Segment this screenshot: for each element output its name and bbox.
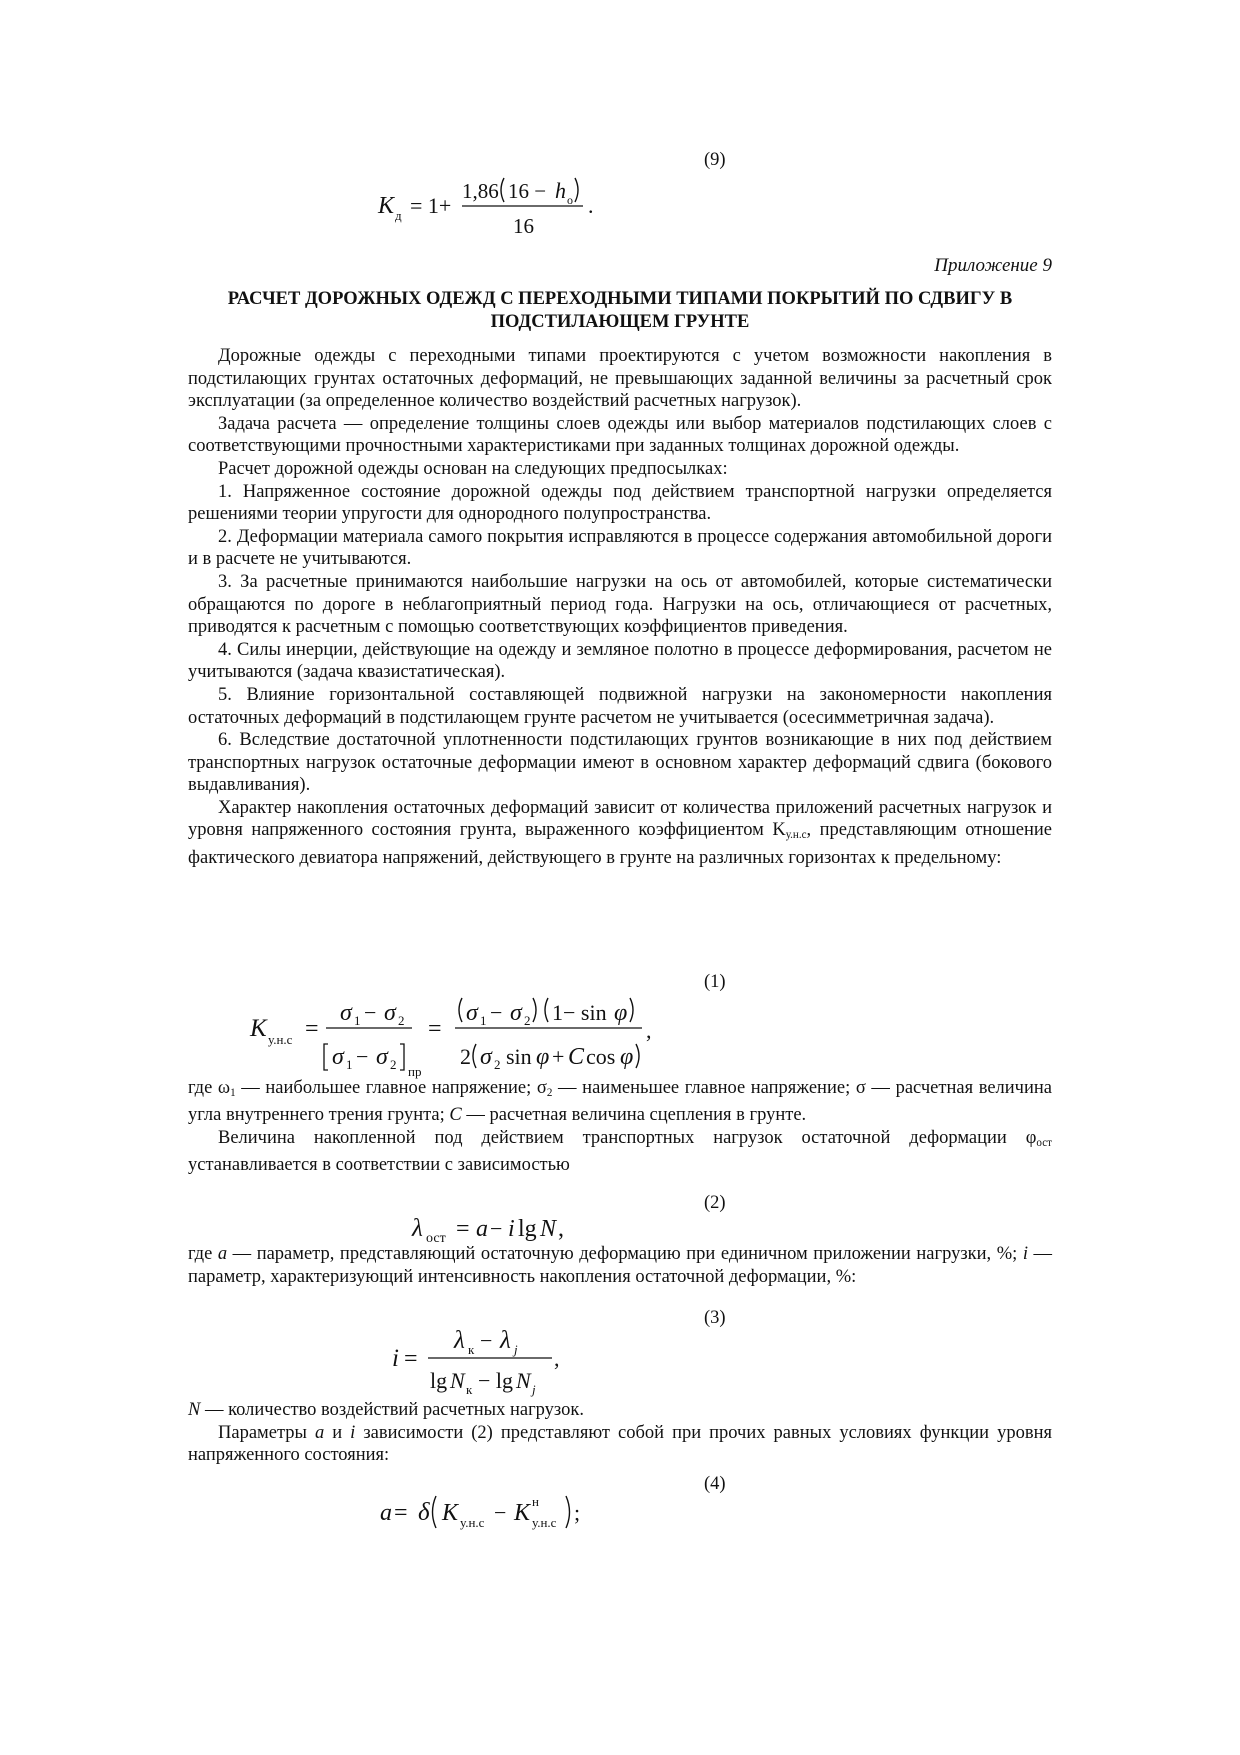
paragraph: Дорожные одежды с переходными типами проектируются с учетом возможности накопления в подстилающих грунтах остаточных деформаций, не превышающих заданной величины за расчетный срок эксплуатации (за определенное количество воздействий расчетных нагрузок). [188,346,1052,412]
svg-text:δ: δ [418,1499,430,1526]
svg-text:1: 1 [480,1013,487,1028]
svg-text:φ: φ [614,1000,628,1026]
svg-text:=: = [404,1346,418,1372]
paragraph: 3. За расчетные принимаются наибольшие нагрузки на ось от автомобилей, которые систематически обращаются по дороге в неблагоприятный период года. Нагрузки на ось, отличающиеся от расчетных, приводятся к расчетным с помощью соответствующих коэффициентов приведения. [188,571,1052,638]
text-run: Параметры [218,1422,315,1443]
n-definition-text [188,1399,1052,1467]
text-run: a [314,1422,325,1443]
svg-text:h: h [555,178,566,203]
paragraph: 2. Деформации материала самого покрытия исправляются в процессе содержания автомобильной дороги и в расчете не учитываются. [188,526,1052,570]
text-run: — наибольшее главное напряжение; σ [235,1078,547,1098]
svg-text:ост: ост [426,1231,446,1246]
svg-text:пр: пр [408,1064,422,1079]
paragraph: Расчет дорожной одежды основан на следующих предпосылках: [218,458,728,479]
appendix-label: Приложение 9 [934,255,1052,276]
svg-text:д: д [395,208,402,223]
svg-text:1,86: 1,86 [462,179,499,203]
svg-text:σ: σ [466,1000,478,1026]
text-run: N [188,1400,201,1420]
text-run: i [350,1422,356,1443]
svg-text:;: ; [574,1500,581,1525]
equation-number-3: (3) [704,1308,726,1328]
svg-text:16: 16 [513,214,534,238]
paragraph [188,1243,1052,1288]
text-run: Характер накопления остаточных деформаций зависит от количества приложений расчетных нагрузок и уровня напряженного состояния грунта, выраженного коэффициентом K [188,797,1052,841]
paragraph: Задача расчета — определение толщины слоев одежды или выбор материалов подстилающих слоев с соответствующими прочностными характеристиками при заданных толщинах дорожной одежды. [188,413,1052,457]
svg-text:2: 2 [524,1013,531,1028]
paragraph [188,1422,1052,1467]
text-run: C [449,1105,462,1126]
subscript: 2 [546,1086,553,1099]
svg-text:σ: σ [384,1000,396,1026]
svg-text:у.н.с: у.н.с [460,1515,485,1530]
svg-text:о: о [567,193,573,207]
svg-text:cos: cos [586,1044,616,1069]
text-run: где ω [188,1078,231,1098]
svg-text:i: i [508,1216,515,1242]
svg-text:=: = [456,1216,470,1242]
svg-text:λ: λ [454,1327,465,1354]
svg-text:lg: lg [430,1368,448,1393]
svg-text:N: N [450,1368,465,1393]
equation-number-9: (9) [704,150,726,170]
text-run: — наименьшее главное напряжение; σ — расчетная величина угла внутреннего трения грунта; [188,1078,1052,1126]
svg-text:2: 2 [390,1057,397,1072]
svg-text:.: . [588,193,594,218]
svg-text:j: j [532,1382,536,1397]
text-run: i [1022,1244,1028,1264]
subscript: 1 [230,1086,236,1099]
text-run: — параметр, характеризующий интенсивность накопления остаточной деформации, %: [188,1244,1053,1287]
text-run: — количество воздействий расчетных нагрузок. [200,1400,584,1420]
text-run: Величина накопленной под действием транспортных нагрузок остаточной деформации φ [218,1127,1037,1148]
svg-text:K: K [442,1500,459,1526]
paragraph: 5. Влияние горизонтальной составляющей подвижной нагрузки на закономерности накопления остаточных деформаций в подстилающем грунте расчетом не учитывается (осесимметричная задача). [188,684,1052,728]
subscript: у.н.с [785,829,807,842]
where-text-2 [188,1243,1052,1288]
svg-text:=: = [428,1016,442,1042]
svg-text:−: − [490,1000,503,1025]
paragraph: 4. Силы инерции, действующие на одежду и земляное полотно в процессе деформирования, расчетом не учитываются (задача квазистатическая). [188,639,1052,683]
svg-text:у.н.с: у.н.с [532,1515,557,1530]
svg-text:2: 2 [460,1044,471,1069]
equation-number-4: (4) [704,1474,726,1494]
svg-text:K: K [514,1500,531,1526]
paragraph: 6. Вследствие достаточной уплотненности подстилающих грунтов возникающие в них под действием транспортных нагрузок остаточные деформации имеют в основном характер деформаций сдвига (бокового выдавливания). [188,730,1052,796]
formula-4 [380,1490,600,1541]
svg-text:σ: σ [340,1000,352,1026]
paragraph: 1. Напряженное состояние дорожной одежды под действием транспортной нагрузки определяется решениями теории упругости для однородного полупространства. [188,481,1052,525]
svg-text:K: K [378,193,395,219]
svg-text:=: = [394,1500,408,1526]
formula-3 [392,1318,592,1403]
svg-text:−: − [480,1328,493,1353]
svg-text:φ: φ [536,1044,550,1070]
svg-text:−: − [356,1044,369,1069]
svg-text:i: i [392,1345,399,1372]
paragraph [188,1399,1052,1422]
svg-text:−: − [494,1500,507,1525]
paragraph [188,797,1052,870]
svg-text:λ: λ [500,1327,511,1354]
svg-text:= 1+: = 1+ [410,193,452,218]
text-run: a [217,1244,228,1264]
svg-text:K: K [250,1015,267,1042]
svg-text:2: 2 [398,1013,405,1028]
formula-1 [250,988,690,1083]
svg-text:N: N [516,1368,531,1393]
svg-text:λ: λ [412,1215,423,1242]
svg-text:у.н.с: у.н.с [268,1032,293,1047]
paragraph [188,1127,1052,1177]
svg-text:−: − [490,1216,503,1241]
formula-9 [378,168,618,253]
equation-number-1: (1) [704,972,726,992]
svg-text:lg: lg [518,1216,537,1242]
svg-text:φ: φ [620,1044,634,1070]
subscript: ост [1036,1136,1052,1149]
text-run: , представляющим отношение фактического девиатора напряжений, действующего в грунте на различных горизонтах к предельному: [188,820,1052,868]
svg-text:,: , [646,1018,652,1043]
svg-text:j: j [514,1342,518,1357]
svg-text:σ: σ [376,1044,388,1070]
svg-text:−: − [364,1000,377,1025]
svg-text:н: н [532,1494,539,1509]
svg-text:к: к [468,1342,475,1357]
svg-text:2: 2 [494,1057,501,1072]
text-run: — параметр, представляющий остаточную деформацию при единичном приложении нагрузки, %; [227,1244,1023,1264]
svg-text:σ: σ [332,1044,344,1070]
svg-text:σ: σ [510,1000,522,1026]
svg-text:к: к [466,1382,473,1397]
svg-text:16 −: 16 − [508,179,547,203]
equation-number-2: (2) [704,1193,726,1213]
where-text-1 [188,1077,1052,1177]
svg-text:=: = [305,1016,319,1042]
svg-text:1: 1 [346,1057,353,1072]
text-run: и [324,1422,351,1443]
text-run: — расчетная величина сцепления в грунте. [461,1105,807,1126]
svg-text:,: , [554,1346,560,1371]
svg-text:+: + [552,1044,565,1069]
section-title: РАСЧЕТ ДОРОЖНЫХ ОДЕЖД С ПЕРЕХОДНЫМИ ТИПАМИ ПОКРЫТИЙ ПО СДВИГУ В ПОДСТИЛАЮЩЕМ ГРУНТЕ [227,289,1013,332]
svg-text:N: N [540,1216,557,1242]
svg-text:1− sin: 1− sin [552,1000,607,1025]
svg-text:,: , [558,1216,564,1242]
text-run: устанавливается в соответствии с зависимостью [188,1155,570,1176]
svg-text:a: a [476,1216,488,1242]
text-run: где [188,1244,218,1264]
text-run: зависимости (2) представляют собой при прочих равных условиях функции уровня напряженного состояния: [188,1422,1052,1466]
svg-text:a: a [380,1500,392,1526]
intro-text [188,345,1052,869]
svg-text:C: C [568,1044,585,1070]
svg-text:1: 1 [354,1013,361,1028]
svg-text:σ: σ [480,1044,492,1070]
paragraph [188,1077,1052,1127]
svg-text:sin: sin [506,1044,532,1069]
svg-text:− lg: − lg [478,1368,514,1393]
